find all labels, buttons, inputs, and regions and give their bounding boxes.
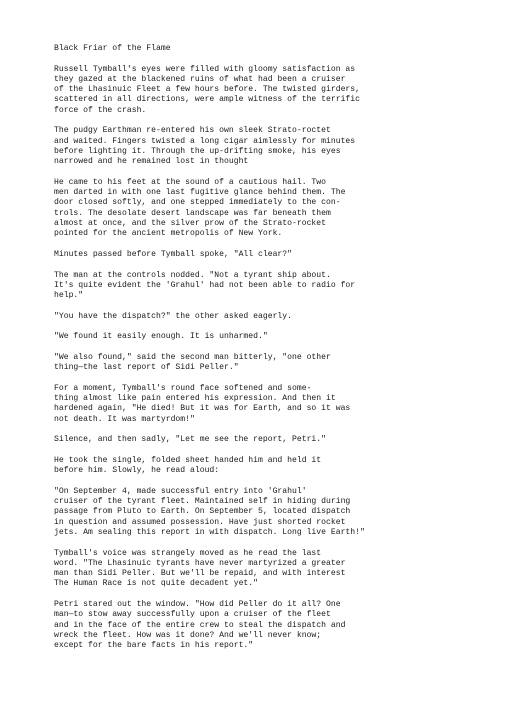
document-title: Black Friar of the Flame	[54, 44, 171, 53]
paragraph: "You have the dispatch?" the other asked eagerly.	[54, 311, 292, 321]
paragraph: Russell Tymball's eyes were filled with gloomy satisfaction as they gazed at the blackened ruins of what had been a cruiser of the Lhasinuic Fleet a few hours before. The twisted girders, scattered in all directions, were ample witness of the terrific force of the crash.	[54, 64, 360, 115]
paragraph: He came to his feet at the sound of a cautious hail. Two men darted in with one last fugitive glance behind them. The door closed softly, and one stepped immediately to the con- trols. The desolate desert landscape was far beneath them almost at once, and the silver prow of the Strato-rocket pointed for the ancient metropolis of New York.	[54, 177, 346, 239]
paragraph: Tymball's voice was strangely moved as he read the last word. "The Lhasinuic tyrants have never martyrized a greater man than Sidi Peller. But we'll be repaid, and with interest The Human Race is not quite decadent yet."	[54, 548, 346, 589]
paragraph: For a moment, Tymball's round face softened and some- thing almost like pain entered his expression. And then it hardened again, "He died! But it was for Earth, and so it was not death. It was martyrdom!"	[54, 383, 351, 424]
paragraph: The man at the controls nodded. "Not a tyrant ship about. It's quite evident the 'Grahul' had not been able to radio for help."	[54, 270, 356, 301]
paragraph: Silence, and then sadly, "Let me see the report, Petri."	[54, 435, 326, 445]
paragraph: The pudgy Earthman re-entered his own sleek Strato-roctet and waited. Fingers twisted a long cigar aimlessly for minutes before lighting it. Through the up-drifting smoke, his eyes narrowed and he remained lost in thought	[54, 126, 356, 167]
paragraph: "We found it easily enough. It is unharmed."	[54, 332, 268, 342]
paragraph: He took the single, folded sheet handed him and held it before him. Slowly, he read aloud:	[54, 455, 322, 476]
document-page	[54, 44, 494, 662]
paragraph: "We also found," said the second man bitterly, "one other thing—the last report of Sidi Peller."	[54, 352, 331, 373]
paragraph: Petri stared out the window. "How did Peller do it all? One man—to stow away successfully upon a cruiser of the fleet and in the face of the entire crew to steal the dispatch and wreck the fleet. How was it done? And we'll never know; except for the bare facts in his report."	[54, 600, 346, 651]
paragraph: "On September 4, made successful entry into 'Grahul' cruiser of the tyrant fleet. Maintained self in hiding during passage from Pluto to Earth. On September 5, located dispatch in question and assumed possession. Have just shorted rocket jets. Am sealing this report in with dispatch. Long live Earth!"	[54, 486, 365, 537]
paragraph: Minutes passed before Tymball spoke, "All clear?"	[54, 249, 292, 259]
